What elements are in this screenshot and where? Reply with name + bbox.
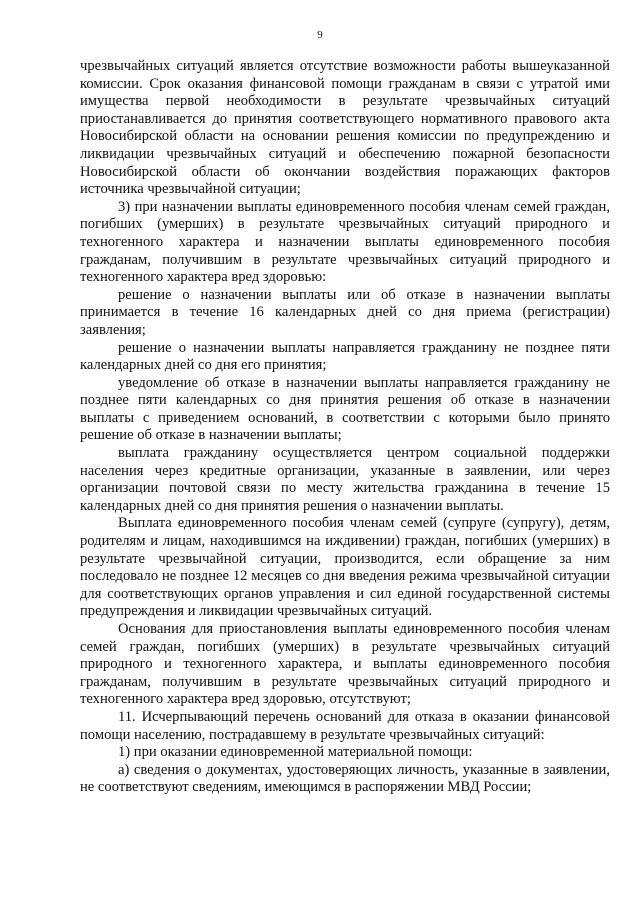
paragraph-family-allowance: Выплата единовременного пособия членам семей (супруге (супругу), детям, родителям и лицам, находившимся на иждивении) граждан, погибших (умерших) в результате чрезвычайной ситуации, производится, если обращение за ним последовало не позднее 12 месяцев со дня введения режима чрезвычайной ситуации для соответствующих органов управления и сил единой государственной системы предупреждения и ликвидации чрезвычайных ситуаций. xyxy=(80,515,610,620)
paragraph-decision-sent: решение о назначении выплаты направляется гражданину не позднее пяти календарных дней со дня его принятия; xyxy=(80,339,610,374)
paragraph-refusal-notice: уведомление об отказе в назначении выплаты направляется гражданину не позднее пяти календарных со дня принятия решения об отказе в назначении выплаты с приведением оснований, в соответствии с которыми было принято решение об отказе в назначении выплаты; xyxy=(80,374,610,444)
page-number: 9 xyxy=(317,29,323,41)
paragraph-payment: выплата гражданину осуществляется центром социальной поддержки населения через кредитные организации, указанные в заявлении, или через организации почтовой связи по месту жительства гражданина в течение 15 календарных дней со дня принятия решения о назначении выплаты. xyxy=(80,445,610,514)
paragraph-decision-term: решение о назначении выплаты или об отказе в назначении выплаты принимается в течение 16 календарных дней со дня приема (регистрации) заявления; xyxy=(80,286,610,338)
paragraph-item-3: 3) при назначении выплаты единовременного пособия членам семей граждан, погибших (умерших) в результате чрезвычайных ситуаций природного и техногенного характера и назначении выплаты единовременного пособия гражданам, получившим в результате чрезвычайных ситуаций природного и техногенного характера вред здоровью: xyxy=(80,198,610,286)
paragraph-suspension-grounds: Основания для приостановления выплаты единовременного пособия членам семей граждан, погибших (умерших) в результате чрезвычайных ситуаций природного и техногенного характера, и выплаты единовременного пособия гражданам, получившим в результате чрезвычайных ситуаций природного и техногенного характера вред здоровью, отсутствуют; xyxy=(80,621,610,708)
paragraph-item-1: 1) при оказании единовременной материальной помощи: xyxy=(118,744,473,761)
paragraph-continuation: чрезвычайных ситуаций является отсутствие возможности работы вышеуказанной комиссии. Срок оказания финансовой помощи гражданам в связи с утратой ими имущества первой необходимости в результате чрезвычайных ситуаций приостанавливается до принятия соответствующего нормативного правового акта Новосибирской области на основании решения комиссии по предупреждению и ликвидации чрезвычайных ситуаций и обеспечению пожарной безопасности Новосибирской области об окончании воздействия поражающих факторов источника чрезвычайной ситуации; xyxy=(80,58,610,198)
paragraph-section-11: 11. Исчерпывающий перечень оснований для отказа в оказании финансовой помощи населению, пострадавшему в результате чрезвычайных ситуаций: xyxy=(80,708,610,743)
document-body xyxy=(80,58,610,797)
paragraph-item-a: а) сведения о документах, удостоверяющих личность, указанные в заявлении, не соответствуют сведениям, имеющимся в распоряжении МВД России; xyxy=(80,761,610,796)
